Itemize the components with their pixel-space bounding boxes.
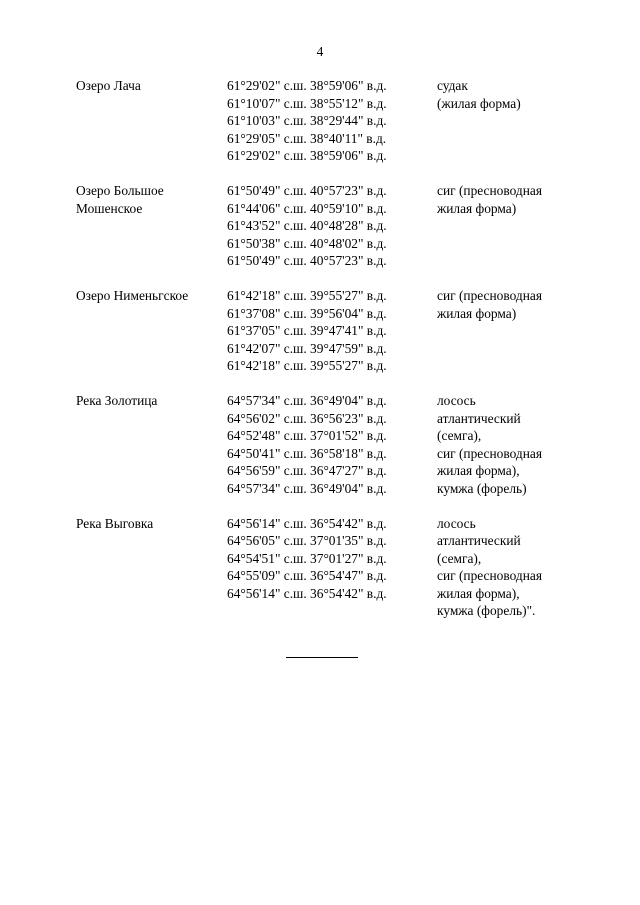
fish-species: [437, 515, 602, 620]
species-line: (жилая форма): [437, 95, 521, 111]
page-number: 4: [316, 44, 324, 59]
species-line: (семга),: [437, 428, 482, 443]
species-line: атлантический: [437, 533, 521, 548]
coordinate-line: 61°37'08" с.ш. 39°56'04" в.д.: [227, 305, 387, 321]
species-line: жилая форма),: [437, 463, 520, 478]
species-line: лосось: [437, 515, 476, 531]
coordinates-list: [227, 77, 437, 165]
species-line: кумжа (форель): [437, 480, 527, 496]
name-line: Река Выговка: [76, 515, 154, 531]
coordinate-line: 64°56'02" с.ш. 36°56'23" в.д.: [227, 410, 387, 426]
coordinate-line: 61°29'02" с.ш. 38°59'06" в.д.: [227, 148, 387, 163]
water-body-table: [76, 77, 616, 637]
coordinate-line: 64°57'34" с.ш. 36°49'04" в.д.: [227, 480, 387, 496]
table-row: [76, 77, 616, 165]
species-line: жилая форма),: [437, 585, 520, 601]
name-line: Озеро Лача: [76, 78, 141, 93]
fish-species: [437, 287, 602, 375]
coordinate-line: 64°56'14" с.ш. 36°54'42" в.д.: [227, 515, 387, 531]
coordinate-line: 61°10'07" с.ш. 38°55'12" в.д.: [227, 95, 387, 111]
table-row: [76, 392, 616, 497]
water-body-name: [76, 515, 227, 620]
species-line: жилая форма): [437, 305, 517, 321]
coordinate-line: 61°42'07" с.ш. 39°47'59" в.д.: [227, 340, 387, 356]
coordinates-list: [227, 392, 437, 497]
coordinate-line: 64°55'09" с.ш. 36°54'47" в.д.: [227, 568, 387, 583]
coordinate-line: 61°10'03" с.ш. 38°29'44" в.д.: [227, 113, 387, 128]
coordinate-line: 61°43'52" с.ш. 40°48'28" в.д.: [227, 218, 387, 233]
coordinate-line: 61°42'18" с.ш. 39°55'27" в.д.: [227, 288, 387, 303]
fish-species: [437, 77, 602, 165]
coordinate-line: 61°44'06" с.ш. 40°59'10" в.д.: [227, 200, 387, 216]
species-line: лосось: [437, 393, 476, 408]
coordinate-line: 64°50'41" с.ш. 36°58'18" в.д.: [227, 445, 387, 461]
coordinates-list: [227, 182, 437, 270]
coordinate-line: 64°56'59" с.ш. 36°47'27" в.д.: [227, 463, 387, 478]
species-line: (семга),: [437, 550, 482, 566]
fish-species: [437, 392, 602, 497]
water-body-name: [76, 182, 227, 270]
coordinate-line: 61°29'05" с.ш. 38°40'11" в.д.: [227, 130, 387, 146]
coordinate-line: 61°50'38" с.ш. 40°48'02" в.д.: [227, 235, 387, 251]
species-line: сиг (пресноводная: [437, 445, 542, 461]
coordinate-line: 64°52'48" с.ш. 37°01'52" в.д.: [227, 428, 387, 443]
species-line: сиг (пресноводная: [437, 568, 542, 583]
name-line: Озеро Большое: [76, 183, 164, 198]
table-row: [76, 287, 616, 375]
species-line: атлантический: [437, 410, 521, 426]
species-line: сиг (пресноводная: [437, 183, 542, 198]
coordinate-line: 61°42'18" с.ш. 39°55'27" в.д.: [227, 358, 387, 373]
species-line: жилая форма): [437, 200, 517, 216]
water-body-name: [76, 392, 227, 497]
coordinate-line: 64°57'34" с.ш. 36°49'04" в.д.: [227, 393, 387, 408]
fish-species: [437, 182, 602, 270]
coordinate-line: 64°56'14" с.ш. 36°54'42" в.д.: [227, 585, 387, 601]
coordinate-line: 64°54'51" с.ш. 37°01'27" в.д.: [227, 550, 387, 566]
coordinate-line: 61°50'49" с.ш. 40°57'23" в.д.: [227, 183, 387, 198]
name-line: Река Золотица: [76, 393, 158, 408]
table-row: [76, 182, 616, 270]
coordinates-list: [227, 515, 437, 620]
species-line: судак: [437, 78, 468, 93]
water-body-name: [76, 287, 227, 375]
water-body-name: [76, 77, 227, 165]
coordinate-line: 61°37'05" с.ш. 39°47'41" в.д.: [227, 323, 387, 338]
coordinate-line: 61°29'02" с.ш. 38°59'06" в.д.: [227, 78, 387, 93]
closing-divider: [286, 657, 358, 658]
species-line: сиг (пресноводная: [437, 288, 542, 303]
coordinate-line: 61°50'49" с.ш. 40°57'23" в.д.: [227, 253, 387, 268]
species-line: кумжа (форель)".: [437, 603, 536, 618]
table-row: [76, 515, 616, 620]
name-line: Мошенское: [76, 200, 143, 216]
coordinate-line: 64°56'05" с.ш. 37°01'35" в.д.: [227, 533, 387, 548]
coordinates-list: [227, 287, 437, 375]
name-line: Озеро Нименьгское: [76, 288, 189, 303]
